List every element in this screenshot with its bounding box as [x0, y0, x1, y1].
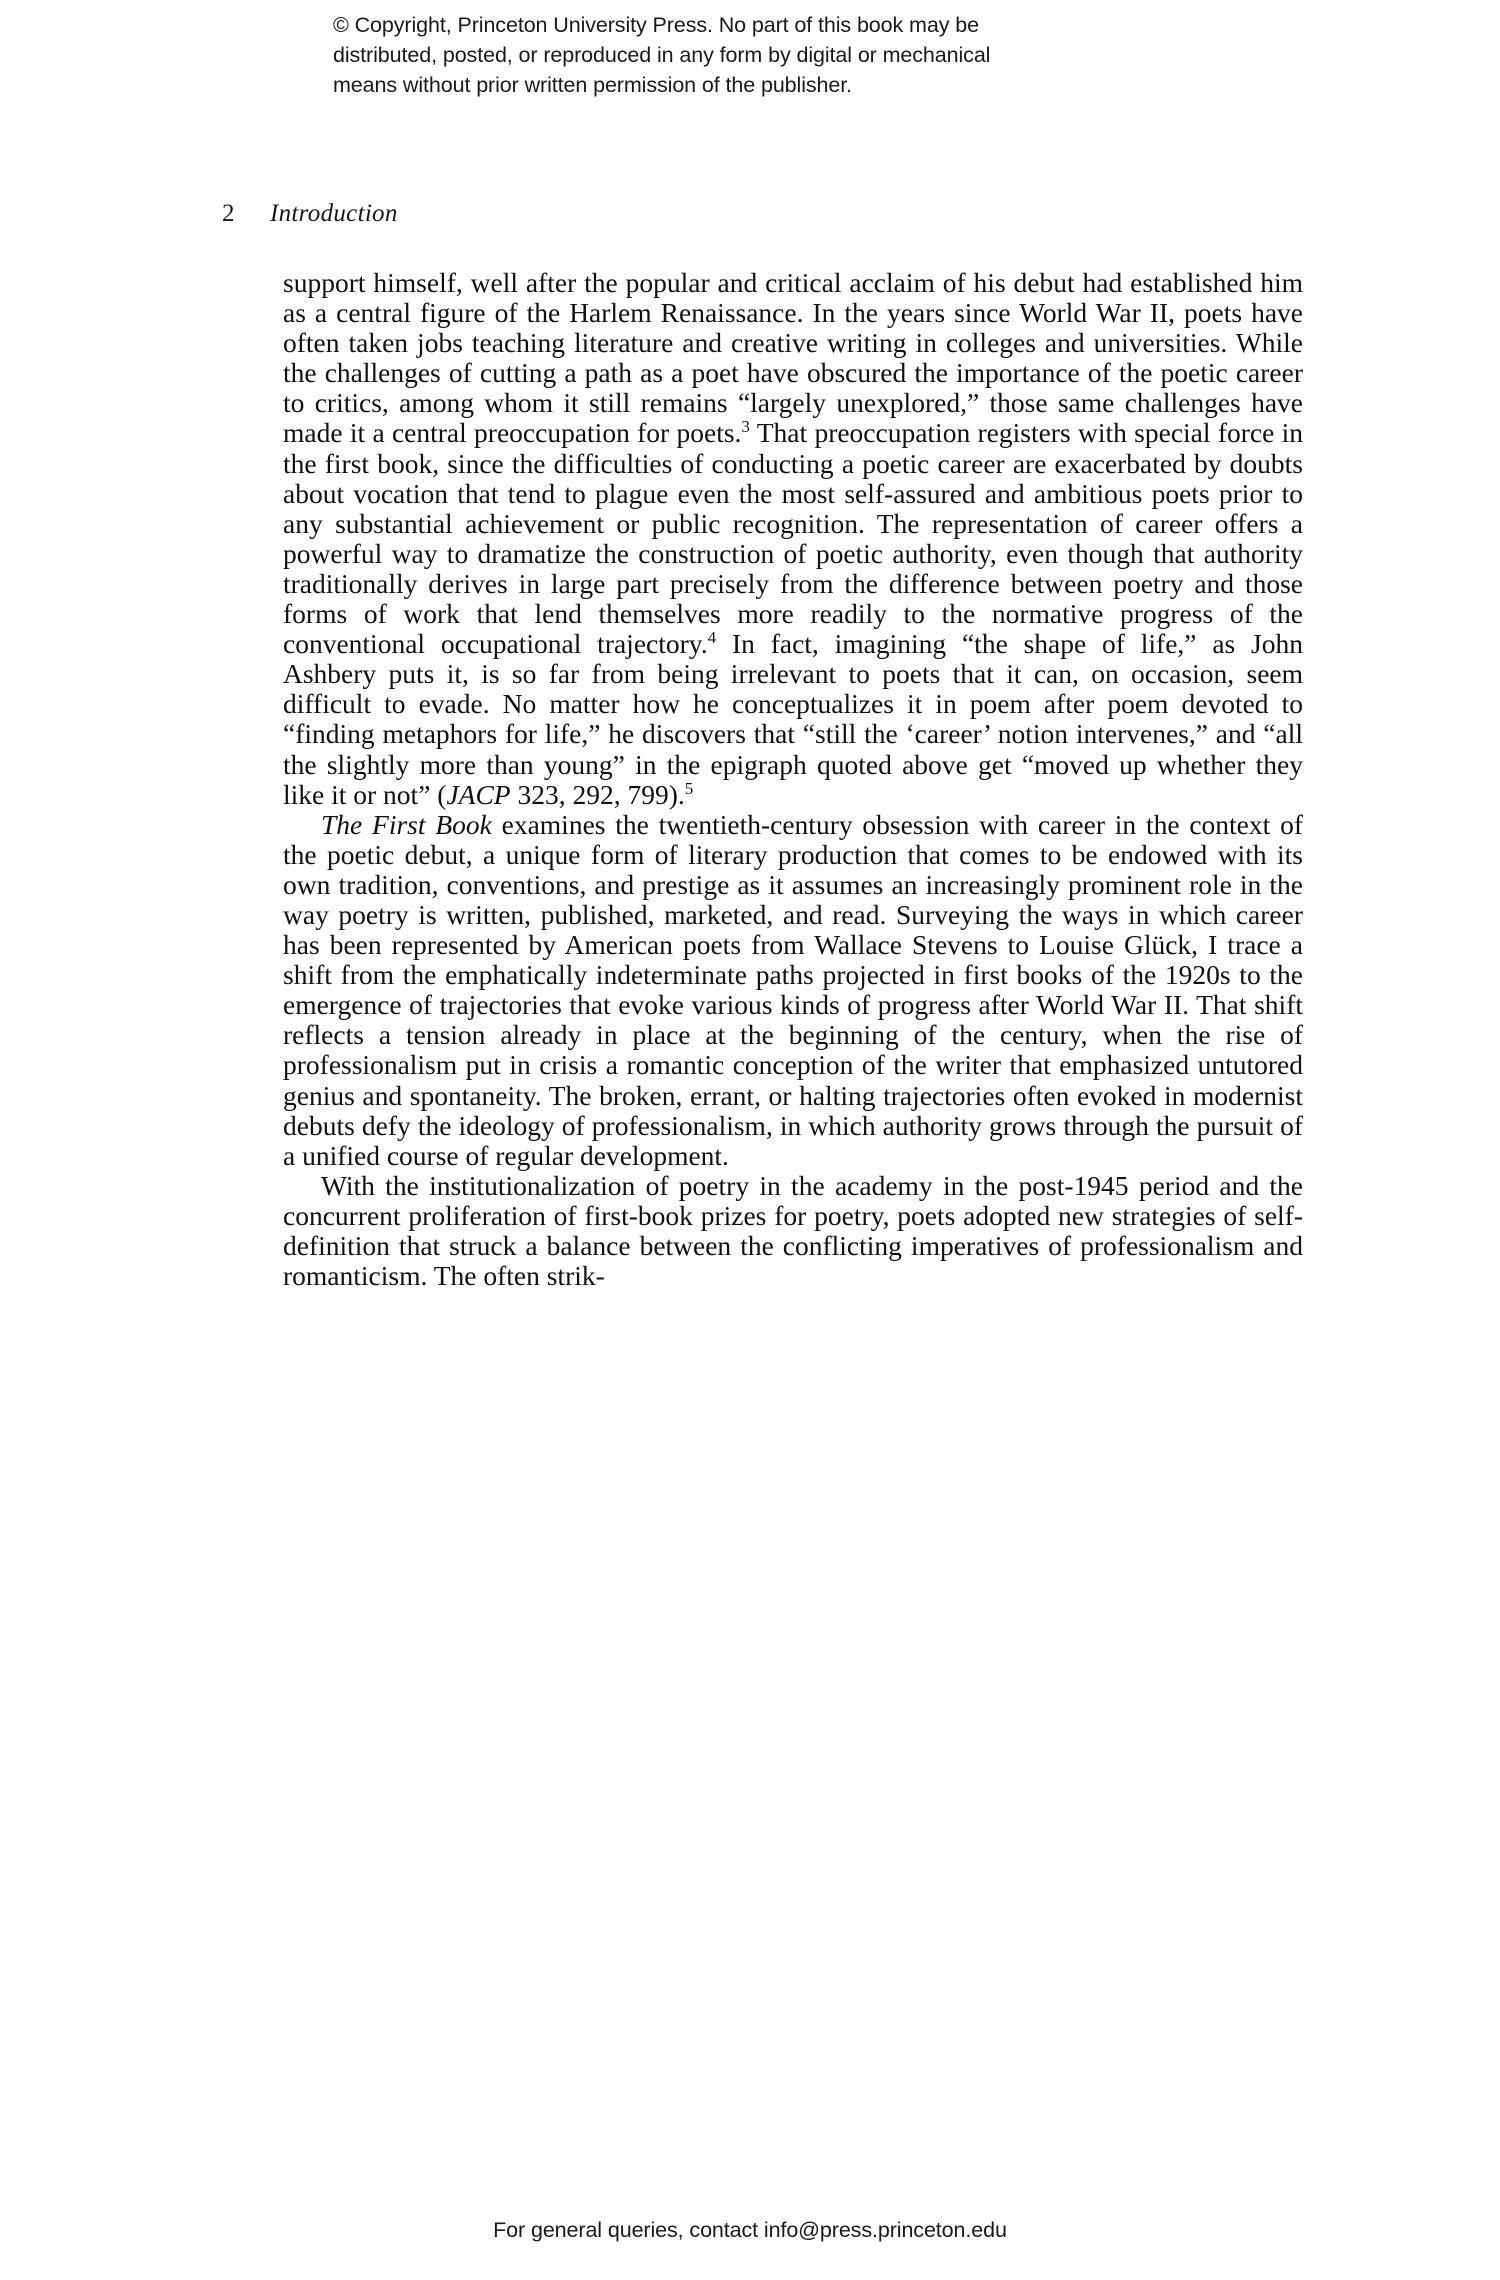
page-number: 2: [222, 200, 235, 227]
copyright-line-1: © Copyright, Princeton University Press. No part of this book may be: [333, 13, 979, 37]
running-head-title: Introduction: [270, 200, 398, 227]
paragraph-one: [283, 268, 1303, 810]
book-title-first-book: The First Book: [321, 808, 492, 840]
footnote-marker-4: 4: [707, 627, 717, 647]
paragraph-one-part-3: In fact, imagining “the shape of life,” as John Ashbery puts it, is so far from being irrelevant to poets that it can, on occasion, seem difficult to evade. No matter how he conceptualizes it in poem after poem devoted to “finding metaphors for life,” he discovers that “still the ‘career’ notion intervenes,” and “all the slightly more than young” in the epigraph quoted above get “moved up whether they like it or not” (: [283, 628, 1304, 810]
footnote-marker-3: 3: [741, 417, 750, 437]
paragraph-one-part-1: support himself, well after the popular and critical acclaim of his debut had established him as a central figure of the Harlem Renaissance. In the years since World War II, poets have often taken jobs teaching literature and creative writing in colleges and universities. While the challenges of cutting a path as a poet have obscured the importance of the poetic career to critics, among whom it still remains “largely unexplored,” those same challenges have made it a central preoccupation for poets.: [283, 267, 1303, 449]
paragraph-two-text: examines the twentieth-century obsession with career in the context of the poetic debut, a unique form of literary production that comes to be endowed with its own tradition, conventions, and prestige as it assumes an increasingly prominent role in the way poetry is written, published, marketed, and read. Surveying the ways in which career has been represented by American poets from Wallace Stevens to Louise Glück, I trace a shift from the emphatically indeterminate paths projected in first books of the 1920s to the emergence of trajectories that evoke various kinds of progress after World War II. That shift reflects a tension already in place at the beginning of the century, when the rise of professionalism put in crisis a romantic conception of the writer that emphasized untutored genius and spontaneity. The broken, errant, or halting trajectories often evoked in modernist debuts defy the ideology of professionalism, in which authority grows through the pursuit of a unified course of regular development.: [283, 808, 1303, 1171]
citation-jacp: JACP: [446, 778, 511, 810]
paragraph-two: [283, 810, 1303, 1171]
footer-query-note: For general queries, contact info@press.princeton.edu: [493, 2218, 1007, 2242]
running-head: [222, 200, 398, 228]
paragraph-one-part-2: That preoccupation registers with special force in the first book, since the difficulties of conducting a poetic career are exacerbated by doubts about vocation that tend to plague even the most self-assured and ambitious poets prior to any substantial achievement or public recognition. The representation of career offers a powerful way to dramatize the construction of poetic authority, even though that authority traditionally derives in large part precisely from the difference between poetry and those forms of work that lend themselves more readily to the normative progress of the conventional occupational trajectory.: [283, 417, 1303, 660]
copyright-notice: [333, 10, 1173, 100]
footnote-marker-5: 5: [684, 778, 694, 798]
copyright-line-3: means without prior written permission of the publisher.: [333, 73, 853, 97]
paragraph-one-part-4: 323, 292, 799).: [510, 778, 685, 810]
body-text-column: [283, 268, 1303, 1291]
paragraph-three: [283, 1171, 1303, 1291]
copyright-line-2: distributed, posted, or reproduced in any form by digital or mechanical: [333, 43, 991, 67]
paragraph-three-text: With the institutionalization of poetry in the academy in the post-1945 period and the concurrent proliferation of first-book prizes for poetry, poets adopted new strategies of self-definition that struck a balance between the conflicting imperatives of professionalism and romanticism. The often strik-: [283, 1169, 1303, 1292]
